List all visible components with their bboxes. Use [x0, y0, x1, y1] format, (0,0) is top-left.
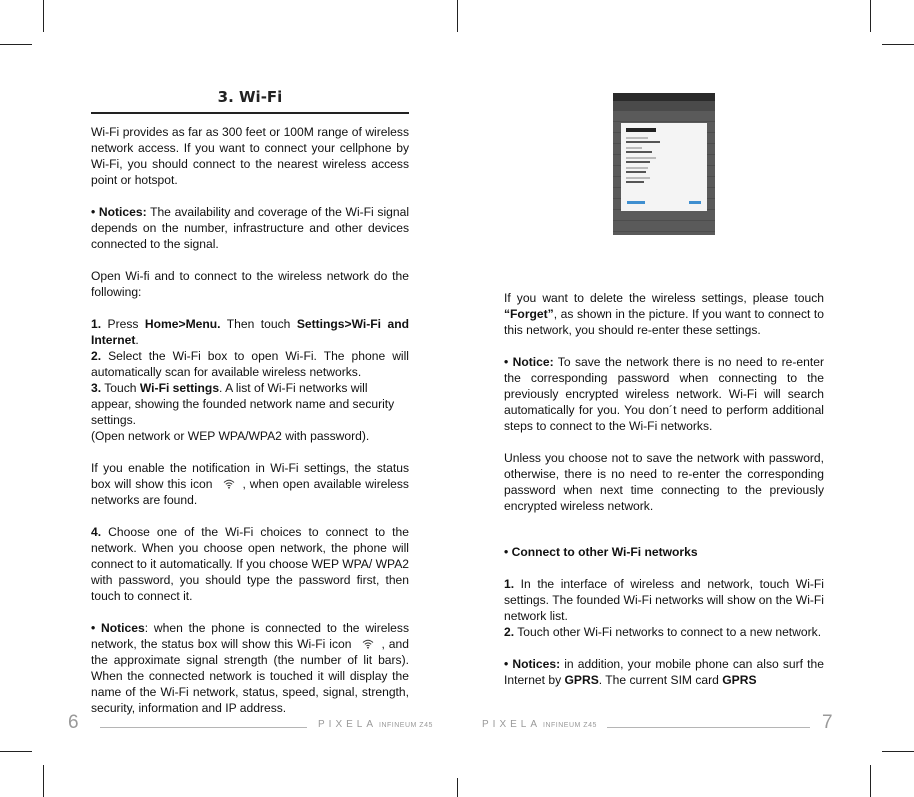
title-rule — [91, 112, 409, 114]
crop-mark — [457, 778, 458, 797]
crop-mark — [43, 0, 44, 32]
notice-text: The availability and coverage of the Wi-Fi signal depends on the number, infrastructure and other devices connected to the signal. — [91, 205, 410, 251]
intro-paragraph: Wi-Fi provides as far as 300 feet or 100M range of wireless network access. If you want to connect your cellphone by Wi-Fi, you should connect to the nearest wireless access point or hotspot. — [91, 125, 409, 187]
other-networks-heading: • Connect to other Wi-Fi networks — [504, 545, 698, 559]
notice-paragraph — [91, 204, 409, 252]
gprs-notices-paragraph: • Notices: in addition, your mobile phone can also surf the Internet by GPRS. The current SIM card GPRS — [504, 657, 824, 687]
phone-screenshot — [613, 93, 715, 235]
notice-paragraph: • Notice: To save the network there is no need to re-enter the corresponding password when connecting to the previously encrypted wireless network. Wi-Fi will search automatically for you. You don´t need to perform additional steps to connect to the Wi-Fi networks. — [504, 355, 824, 433]
notices-paragraph: • Notices: when the phone is connected to the wireless network, the status box will show this Wi-Fi icon , and the approximate signal strength (the number of lit bars). When the connected network is touched it will display the name of the Wi-Fi network, status, speed, signal, strength, security, information and IP address. — [91, 621, 410, 715]
crop-mark — [43, 765, 44, 797]
step-2: 2. Select the Wi-Fi box to open Wi-Fi. The phone will automatically scan for available wireless networks. — [91, 349, 409, 379]
notice-label: • Notices: — [91, 205, 147, 219]
footer-brand-right: PIXELA INFINEUM Z45 — [482, 719, 597, 730]
crop-mark — [457, 0, 458, 32]
crop-mark — [882, 751, 914, 752]
footer-rule — [100, 727, 307, 728]
page-number-left: 6 — [68, 712, 79, 733]
wifi-icon — [355, 637, 381, 649]
crop-mark — [882, 44, 914, 45]
other-step-2: 2. Touch other Wi-Fi networks to connect to a new network. — [504, 625, 822, 639]
step-3: 3. Touch Wi-Fi settings. A list of Wi-Fi networks will appear, showing the founded network name and security settings. (Open network or WEP WPA/WPA2 with password). — [91, 381, 395, 443]
crop-mark — [870, 0, 871, 32]
crop-mark — [870, 765, 871, 797]
open-wifi-paragraph: Open Wi-fi and to connect to the wireless network do the following: — [91, 269, 409, 299]
footer-rule — [607, 727, 810, 728]
step-1: 1. Press Home>Menu. Then touch Settings>Wi-Fi and Internet. — [91, 317, 409, 347]
right-page-body — [504, 290, 824, 688]
forget-paragraph: If you want to delete the wireless settings, please touch “Forget”, as shown in the picture. If you want to connect to this network, you should re-enter these settings. — [504, 291, 824, 337]
notification-paragraph: If you enable the notification in Wi-Fi settings, the status box will show this icon , when open available wireless networks are found. — [91, 461, 409, 507]
step-4: 4. Choose one of the Wi-Fi choices to connect to the network. When you choose open network, the phone will connect to it automatically. If you choose WEP WPA/ WPA2 with password, you should type the password first, then touch to connect it. — [91, 525, 409, 603]
unless-paragraph: Unless you choose not to save the network with password, otherwise, there is no need to re-enter the corresponding password when next time connecting to the previously encrypted wireless network. — [504, 451, 824, 513]
crop-mark — [0, 751, 32, 752]
section-title: 3. Wi-Fi — [217, 88, 283, 106]
crop-mark — [0, 44, 32, 45]
page-number-right: 7 — [822, 712, 833, 733]
wifi-details-dialog — [621, 123, 707, 211]
other-step-1: 1. In the interface of wireless and network, touch Wi-Fi settings. The founded Wi-Fi networks will show on the Wi-Fi network list. — [504, 577, 824, 623]
left-page-body — [91, 124, 409, 716]
footer-brand-left: PIXELA INFINEUM Z45 — [318, 719, 433, 730]
wifi-icon — [216, 477, 242, 489]
